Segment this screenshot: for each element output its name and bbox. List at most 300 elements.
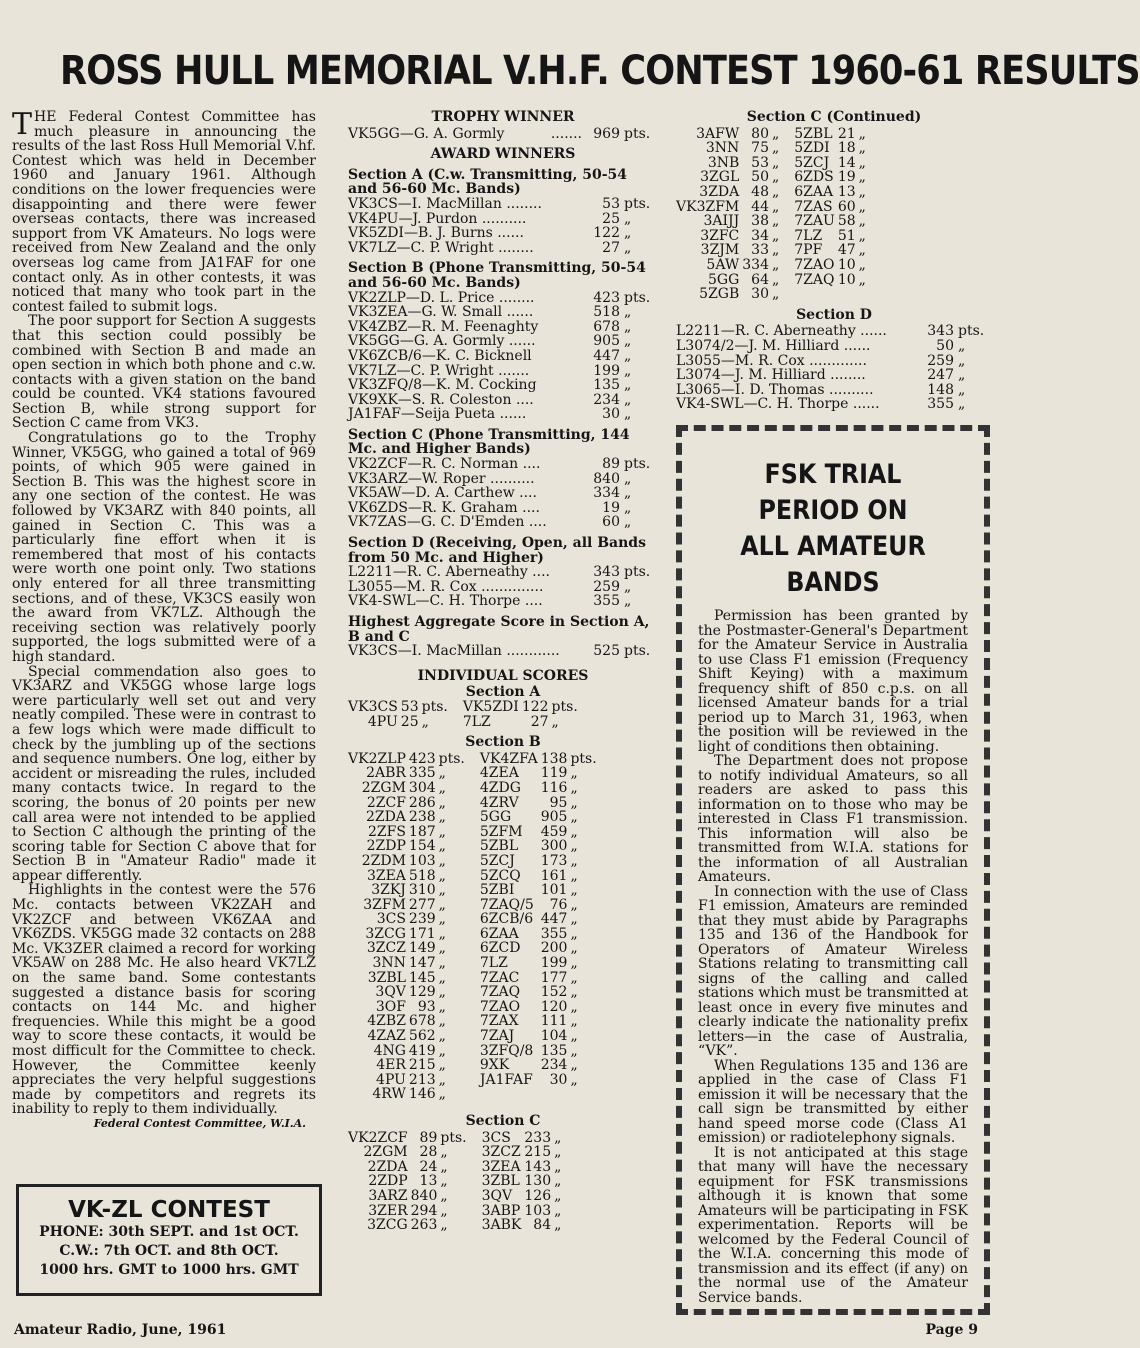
table-cell: 76 bbox=[549, 896, 568, 913]
table-cell: „ bbox=[858, 213, 866, 230]
award-section-heading: Section B (Phone Transmitting, 50-54 and 56-60 Mc. Bands) bbox=[348, 260, 646, 291]
score-row: VK7ZAS—G. C. D'Emden .... 60 „ bbox=[348, 514, 632, 531]
score-row: VK3ZFQ/8—K. M. Cocking 135 „ bbox=[348, 377, 632, 394]
table-cell: 518 bbox=[408, 867, 436, 884]
table-cell: 3ZBL bbox=[367, 969, 406, 986]
vkzl-contest-box bbox=[16, 1184, 322, 1296]
score-row: VK6ZCB/6—K. C. Bicknell 447 „ bbox=[348, 347, 632, 364]
table-cell: 4ZBZ bbox=[367, 1013, 406, 1030]
table-row bbox=[348, 1014, 600, 1029]
table-row bbox=[348, 985, 600, 1000]
table-cell: 129 bbox=[408, 984, 436, 1001]
ind-c-heading: Section C bbox=[465, 1113, 541, 1129]
table-cell: 3ZDA bbox=[699, 183, 740, 200]
table-cell: „ bbox=[438, 823, 446, 840]
award-section-heading: Section C (Phone Transmitting, 144 Mc. and Higher Bands) bbox=[348, 426, 630, 458]
table-cell: 104 bbox=[540, 1028, 568, 1045]
article-signature: Federal Contest Committee, W.I.A. bbox=[93, 1116, 306, 1130]
table-row bbox=[676, 214, 869, 229]
table-cell: 905 bbox=[540, 809, 568, 826]
table-cell: 5ZFM bbox=[479, 823, 523, 840]
table-cell: 6ZAA bbox=[794, 183, 834, 200]
table-cell: „ bbox=[438, 940, 446, 957]
table-cell: 423 bbox=[408, 750, 436, 767]
score-row: VK4-SWL—C. H. Thorpe .... 355 „ bbox=[348, 593, 632, 610]
table-cell: „ bbox=[554, 1144, 562, 1161]
table-row bbox=[348, 1058, 600, 1073]
score-row: VK6ZDS—R. K. Graham .... 19 „ bbox=[348, 499, 632, 516]
table-cell: 138 bbox=[540, 750, 568, 767]
table-cell: „ bbox=[570, 882, 578, 899]
table-cell: 5AW bbox=[706, 256, 740, 273]
table-cell: „ bbox=[570, 911, 578, 928]
score-row: L3074/2—J. M. Hilliard ...... 50 „ bbox=[676, 337, 966, 354]
fsk-paragraph: Permission has been granted by the Postmaster-General's Department for the Amateur Service in Australia to use Class F1 emission (Frequency Shift Keying) with a maximum frequency shift of 850 c.p.s. on all licensed Amateur bands for a trial period up to March 31, 1963, when the position will be reviewed in the light of conditions then obtaining. bbox=[698, 608, 968, 755]
table-row bbox=[348, 1189, 564, 1204]
table-cell: 101 bbox=[540, 882, 568, 899]
table-cell: 47 bbox=[837, 242, 856, 259]
table-cell: „ bbox=[438, 984, 446, 1001]
table-cell bbox=[570, 1087, 599, 1102]
table-cell: 286 bbox=[408, 794, 436, 811]
table-cell: „ bbox=[438, 955, 446, 972]
table-cell: „ bbox=[570, 1042, 578, 1059]
table-row bbox=[348, 1218, 564, 1233]
table-cell: 3QV bbox=[481, 1187, 513, 1204]
table-cell: 4ZEA bbox=[479, 765, 519, 782]
score-row: VK5ZDI—B. J. Burns ...... 122 „ bbox=[348, 225, 632, 242]
ind-c2-heading: Section C (Continued) bbox=[746, 109, 922, 125]
table-cell: „ bbox=[772, 198, 780, 215]
table-row bbox=[348, 854, 600, 869]
table-cell: 239 bbox=[408, 911, 436, 928]
table-cell: 2ZDP bbox=[368, 1173, 408, 1190]
score-row: VK2ZCF—R. C. Norman .... 89 pts. bbox=[348, 456, 651, 473]
table-cell: „ bbox=[570, 969, 578, 986]
table-cell: „ bbox=[772, 227, 780, 244]
table-cell: 30 bbox=[549, 1071, 568, 1088]
table-cell: 3CS bbox=[481, 1129, 511, 1146]
table-cell: 18 bbox=[837, 140, 856, 157]
table-cell: „ bbox=[570, 1013, 578, 1030]
table-cell: 4ZRV bbox=[479, 794, 519, 811]
table-cell: 4ZAZ bbox=[367, 1028, 406, 1045]
table-cell: 44 bbox=[751, 198, 769, 215]
table-cell: 53 bbox=[400, 698, 419, 715]
score-row: L3065—I. D. Thomas .......... 148 „ bbox=[676, 381, 966, 398]
table-cell: 80 bbox=[751, 125, 769, 142]
table-cell: 3ZEA bbox=[366, 867, 406, 884]
score-row: L3055—M. R. Cox ............. 259 „ bbox=[676, 352, 966, 369]
table-cell: 13 bbox=[419, 1173, 438, 1190]
table-cell: 6ZDS bbox=[794, 169, 834, 186]
table-cell: „ bbox=[440, 1187, 448, 1204]
table-cell: 7LZ bbox=[462, 713, 491, 730]
table-cell: 4ZDG bbox=[479, 779, 521, 796]
score-row: VK7LZ—C. P. Wright ....... 199 „ bbox=[348, 362, 632, 379]
table-cell: pts. bbox=[421, 698, 448, 715]
table-cell: 10 bbox=[837, 271, 856, 288]
table-cell: 7ZAU bbox=[794, 213, 835, 230]
table-row bbox=[348, 1145, 564, 1160]
table-cell: 200 bbox=[540, 940, 568, 957]
table-cell: 7ZAQ bbox=[479, 984, 521, 1001]
table-cell: 143 bbox=[524, 1158, 552, 1175]
table-cell: 7LZ bbox=[479, 955, 508, 972]
table-row bbox=[676, 258, 869, 273]
fsk-paragraph: When Regulations 135 and 136 are applied in the case of Class F1 emission it will be necessary that the call sign be transmitted by either hand speed morse code (Class A1 emission) or radiotelephony signals. bbox=[698, 1057, 968, 1146]
table-cell bbox=[468, 1087, 541, 1102]
table-cell: „ bbox=[858, 125, 866, 142]
score-row: L2211—R. C. Aberneathy .... 343 pts. bbox=[348, 564, 651, 581]
table-cell: 2ZDA bbox=[365, 809, 406, 826]
table-cell: 238 bbox=[408, 809, 436, 826]
table-row bbox=[676, 170, 869, 185]
table-cell: „ bbox=[570, 852, 578, 869]
table-cell: „ bbox=[858, 256, 866, 273]
ind-c-table bbox=[348, 1131, 564, 1233]
table-row bbox=[348, 1131, 564, 1146]
page-title: ROSS HULL MEMORIAL V.H.F. CONTEST 1960-61 RESULTS bbox=[60, 48, 1140, 94]
table-cell: 5GG bbox=[707, 271, 740, 288]
table-cell: „ bbox=[438, 969, 446, 986]
table-cell: VK5ZDI bbox=[462, 698, 519, 715]
table-row bbox=[348, 956, 600, 971]
table-cell: „ bbox=[858, 198, 866, 215]
table-cell: 9XK bbox=[479, 1057, 510, 1074]
table-cell: 199 bbox=[540, 955, 568, 972]
drop-cap: T bbox=[12, 107, 33, 142]
table-cell: „ bbox=[858, 227, 866, 244]
table-cell: 294 bbox=[410, 1202, 438, 1219]
table-row bbox=[676, 287, 869, 302]
table-cell: 3OF bbox=[375, 998, 406, 1015]
table-cell: 215 bbox=[524, 1144, 552, 1161]
table-cell: pts. bbox=[551, 698, 578, 715]
table-cell: 7ZAO bbox=[794, 256, 835, 273]
table-cell: 126 bbox=[524, 1187, 552, 1204]
vkzl-title: VK-ZL CONTEST bbox=[68, 1197, 270, 1223]
article-paragraph: Highlights in the contest were the 576 Mc. contacts between VK2ZAH and VK2ZCF and between VK6ZAA and VK6ZDS. VK5GG made 32 contacts on 288 Mc. VK3ZER claimed a record for working VK5AW on 288 Mc. He also heard VK7LZ on the same band. Some contestants suggested a distance basis for scoring contacts on 144 Mc. and higher frequencies. While this might be a good way to score these contacts, it would be most difficult for the Committee to check. However, the Committee keenly appreciates the very helpful suggestions made by competitors and regrets its inability to reply to them individually. bbox=[12, 882, 316, 1118]
ind-c2-table bbox=[676, 127, 869, 302]
table-cell: 4RW bbox=[372, 1086, 406, 1103]
table-cell: 562 bbox=[408, 1028, 436, 1045]
trophy-heading: TROPHY WINNER bbox=[431, 109, 575, 125]
table-row bbox=[348, 927, 600, 942]
table-row bbox=[348, 766, 600, 781]
table-cell: 177 bbox=[540, 969, 568, 986]
table-cell: 3ZEA bbox=[481, 1158, 521, 1175]
score-row: VK4-SWL—C. H. Thorpe ...... 355 „ bbox=[676, 396, 966, 413]
table-cell: 33 bbox=[751, 242, 769, 259]
table-cell: 119 bbox=[540, 765, 568, 782]
table-row bbox=[676, 127, 869, 142]
table-cell: 3ZCZ bbox=[481, 1144, 521, 1161]
vkzl-phone-dates: PHONE: 30th SEPT. and 1st OCT. bbox=[39, 1224, 299, 1240]
table-cell: „ bbox=[438, 925, 446, 942]
table-cell bbox=[541, 1087, 571, 1102]
footer-left: Amateur Radio, June, 1961 bbox=[14, 1322, 227, 1338]
award-sections bbox=[348, 168, 658, 659]
table-cell: „ bbox=[772, 271, 780, 288]
table-cell: „ bbox=[570, 823, 578, 840]
score-row: VK4ZBZ—R. M. Feenaghty 678 „ bbox=[348, 318, 632, 335]
table-cell: 14 bbox=[837, 154, 856, 171]
table-cell: 152 bbox=[540, 984, 568, 1001]
table-cell: „ bbox=[858, 183, 866, 200]
award-section-heading: Section D (Receiving, Open, all Bands from 50 Mc. and Higher) bbox=[348, 535, 646, 566]
table-cell: „ bbox=[858, 154, 866, 171]
table-cell: 840 bbox=[410, 1187, 438, 1204]
table-cell: 2ZDP bbox=[366, 838, 406, 855]
table-row bbox=[348, 883, 600, 898]
table-cell: 3NB bbox=[707, 154, 740, 171]
table-cell: „ bbox=[440, 1144, 448, 1161]
table-cell: 3ABP bbox=[481, 1202, 521, 1219]
table-cell: 146 bbox=[408, 1086, 436, 1103]
results-column-3 bbox=[676, 110, 992, 412]
table-cell: „ bbox=[858, 242, 866, 259]
table-cell bbox=[859, 287, 869, 302]
table-cell: 419 bbox=[408, 1042, 436, 1059]
table-cell: 3ZJM bbox=[700, 242, 740, 259]
table-cell: 7ZAQ/5 bbox=[479, 896, 534, 913]
score-row: JA1FAF—Seija Pueta ...... 30 „ bbox=[348, 406, 632, 423]
table-cell: 2ZGM bbox=[363, 1144, 408, 1161]
table-cell: 3AFW bbox=[696, 125, 740, 142]
table-cell: 4ER bbox=[376, 1057, 406, 1074]
table-row bbox=[348, 700, 581, 715]
table-cell: „ bbox=[570, 940, 578, 957]
table-cell: „ bbox=[570, 1057, 578, 1074]
table-cell: 3ZFC bbox=[700, 227, 740, 244]
table-cell: „ bbox=[554, 1187, 562, 1204]
article-paragraph: Special commendation also goes to VK3ARZ and VK5GG whose large logs were particularly well set out and very neatly compiled. These were in contrast to a few logs which were made difficult to check by the jumbling up of the sections and sequence numbers. One log, either by accident or misreading the rules, included many contacts twice. In regard to the scoring, the bonus of 20 points per new call area were not intended to be applied to Section C although the printing of the scoring table for Section C above that for Section B in "Amateur Radio" made it appear differently. bbox=[12, 663, 316, 884]
ind-d-heading: Section D bbox=[796, 306, 872, 323]
table-row bbox=[348, 825, 600, 840]
table-cell: 7ZAX bbox=[479, 1013, 519, 1030]
individual-heading: INDIVIDUAL SCORES bbox=[417, 667, 589, 684]
table-cell: 7ZAJ bbox=[479, 1028, 515, 1045]
table-cell: „ bbox=[570, 984, 578, 1001]
fsk-paragraph: It is not anticipated at this stage that many will have the necessary equipment for FSK transmissions although it is known that some Amateurs will be participating in FSK experimentation. Reports will be welcomed by the Federal Council of the W.I.A. concerning this mode of transmission and its effect (if any) on the normal use of the Amateur Service bands. bbox=[698, 1144, 968, 1306]
score-row: VK3ARZ—W. Roper .......... 840 „ bbox=[348, 470, 632, 487]
table-cell: 3ZFQ/8 bbox=[479, 1042, 534, 1059]
table-cell: „ bbox=[858, 169, 866, 186]
table-cell: „ bbox=[438, 779, 446, 796]
table-row bbox=[348, 752, 600, 767]
table-cell: 3QV bbox=[375, 984, 406, 1001]
table-cell: „ bbox=[772, 169, 780, 186]
table-cell: 103 bbox=[408, 852, 436, 869]
table-cell: 3NN bbox=[705, 140, 740, 157]
table-cell: 147 bbox=[408, 955, 436, 972]
table-cell: 6ZCB/6 bbox=[479, 911, 534, 928]
fsk-box bbox=[676, 425, 990, 1315]
table-cell: 2ZFS bbox=[367, 823, 406, 840]
table-cell: „ bbox=[570, 779, 578, 796]
table-cell: 5ZGB bbox=[699, 286, 740, 303]
ind-b-heading: Section B bbox=[465, 734, 541, 751]
article-paragraph: The poor support for Section A suggests that this section could possibly be combined with Section B and made an open section in which both phone and c.w. contacts with a given station on the band could be counted. VK4 stations favoured Section B, while strong support for Section C came from VK3. bbox=[12, 313, 316, 432]
table-cell: 233 bbox=[524, 1129, 552, 1146]
table-cell: „ bbox=[438, 1028, 446, 1045]
table-cell: „ bbox=[440, 1217, 448, 1234]
table-cell: 3ZCZ bbox=[366, 940, 406, 957]
table-cell: „ bbox=[772, 125, 780, 142]
table-row bbox=[348, 810, 600, 825]
table-cell: 334 bbox=[742, 256, 769, 273]
table-cell: 50 bbox=[751, 169, 769, 186]
table-cell: 5ZBL bbox=[794, 125, 833, 142]
table-cell: 7PF bbox=[794, 242, 823, 259]
table-cell: „ bbox=[440, 1158, 448, 1175]
table-cell: 263 bbox=[410, 1217, 438, 1234]
table-cell: „ bbox=[554, 1158, 562, 1175]
table-cell: „ bbox=[772, 154, 780, 171]
table-cell: 2ZCF bbox=[366, 794, 406, 811]
score-row: VK5GG—G. A. Gormly ...... 905 „ bbox=[348, 333, 632, 350]
table-row bbox=[348, 1087, 600, 1102]
award-heading: AWARD WINNERS bbox=[430, 146, 576, 163]
table-cell: 171 bbox=[408, 925, 436, 942]
score-row: VK5AW—D. A. Carthew .... 334 „ bbox=[348, 485, 632, 502]
table-cell: „ bbox=[772, 242, 780, 259]
table-cell: 6ZCD bbox=[479, 940, 521, 957]
table-cell: „ bbox=[438, 1086, 446, 1103]
table-cell: „ bbox=[570, 925, 578, 942]
table-cell: 6ZAA bbox=[479, 925, 519, 942]
table-cell: 3ZKJ bbox=[371, 882, 406, 899]
table-cell: 2ZDM bbox=[361, 852, 406, 869]
article-paragraph: Congratulations go to the Trophy Winner, VK5GG, who gained a total of 969 points, of which 905 were gained in Section B. This was the highest score in any one section of the contest. He was followed by VK3ARZ with 840 points, all gained in Section C. This was a particularly fine effort when it is remembered that most of his contacts were worth one point only. Two stations only entered for all three transmitting sections, and of these, VK3CS easily won the award from VK7LZ. Although the receiving section was relatively poorly supported, the logs submitted were of a high standard. bbox=[12, 430, 316, 665]
table-cell: 4PU bbox=[367, 713, 398, 730]
table-cell: VK2ZCF bbox=[348, 1129, 408, 1146]
table-cell: „ bbox=[570, 794, 578, 811]
table-cell: 213 bbox=[408, 1071, 436, 1088]
score-row: VK7LZ—C. P. Wright ........ 27 „ bbox=[348, 239, 632, 256]
table-cell: VK2ZLP bbox=[348, 750, 406, 767]
table-row bbox=[676, 273, 869, 288]
table-row bbox=[348, 971, 600, 986]
table-cell: 30 bbox=[751, 286, 769, 303]
page-number: Page 9 bbox=[925, 1322, 978, 1338]
table-cell: 5ZCQ bbox=[479, 867, 521, 884]
table-cell: 310 bbox=[408, 882, 436, 899]
table-cell: „ bbox=[554, 1202, 562, 1219]
trophy-row: VK5GG—G. A. Gormly ....... 969 pts. bbox=[348, 125, 651, 142]
table-cell: 64 bbox=[751, 271, 769, 288]
table-row bbox=[676, 156, 869, 171]
table-cell: 130 bbox=[524, 1173, 552, 1190]
table-cell: 19 bbox=[837, 169, 856, 186]
table-cell: pts. bbox=[438, 750, 465, 767]
score-row: VK2ZLP—D. L. Price ........ 423 pts. bbox=[348, 289, 651, 306]
table-row bbox=[676, 185, 869, 200]
table-cell: 53 bbox=[751, 154, 769, 171]
table-cell: 116 bbox=[540, 779, 568, 796]
table-cell: 7ZAS bbox=[794, 198, 833, 215]
table-cell: JA1FAF bbox=[479, 1071, 533, 1088]
table-cell: 300 bbox=[540, 838, 568, 855]
table-cell: 93 bbox=[417, 998, 436, 1015]
table-row bbox=[348, 912, 600, 927]
table-cell: „ bbox=[438, 838, 446, 855]
table-cell: 5ZBI bbox=[479, 882, 515, 899]
table-row bbox=[348, 839, 600, 854]
vkzl-time: 1000 hrs. GMT to 1000 hrs. GMT bbox=[39, 1262, 299, 1278]
table-cell: 28 bbox=[419, 1144, 438, 1161]
table-cell: „ bbox=[570, 809, 578, 826]
table-row bbox=[348, 1073, 600, 1088]
table-cell: 234 bbox=[540, 1057, 568, 1074]
table-row bbox=[348, 1204, 564, 1219]
table-cell: 3ZFM bbox=[363, 896, 406, 913]
table-cell: „ bbox=[570, 1071, 578, 1088]
table-cell: 355 bbox=[540, 925, 568, 942]
score-row: L3074—J. M. Hilliard ........ 247 „ bbox=[676, 367, 966, 384]
table-cell: 2ZGM bbox=[361, 779, 406, 796]
table-cell: 3ZBL bbox=[481, 1173, 520, 1190]
table-cell: „ bbox=[554, 1129, 562, 1146]
score-row: VK4PU—J. Purdon .......... 25 „ bbox=[348, 210, 632, 227]
table-cell: 122 bbox=[521, 698, 549, 715]
table-cell: 145 bbox=[408, 969, 436, 986]
table-cell: 25 bbox=[400, 713, 419, 730]
award-section-heading: Highest Aggregate Score in Section A, B and C bbox=[348, 614, 650, 645]
table-cell: 3CS bbox=[376, 911, 406, 928]
score-row: VK3CS—I. MacMillan ............ 525 pts. bbox=[348, 643, 651, 660]
table-cell: „ bbox=[570, 896, 578, 913]
table-row bbox=[676, 200, 869, 215]
table-cell: „ bbox=[438, 809, 446, 826]
table-cell: 2ABR bbox=[366, 765, 406, 782]
ind-b-table bbox=[348, 752, 600, 1102]
table-cell: 51 bbox=[837, 227, 856, 244]
table-cell: „ bbox=[438, 794, 446, 811]
table-cell: 10 bbox=[837, 256, 856, 273]
table-cell: 24 bbox=[419, 1158, 438, 1175]
score-row: L3055—M. R. Cox .............. 259 „ bbox=[348, 578, 632, 595]
table-cell: „ bbox=[438, 867, 446, 884]
table-cell: 173 bbox=[540, 852, 568, 869]
table-cell bbox=[838, 287, 859, 302]
table-cell: 7ZAO bbox=[479, 998, 521, 1015]
table-cell: 5ZCJ bbox=[794, 154, 830, 171]
table-cell: „ bbox=[438, 882, 446, 899]
table-cell: VK3CS bbox=[348, 698, 398, 715]
ind-a-table bbox=[348, 700, 581, 729]
fsk-paragraph: The Department does not propose to notify individual Amateurs, so all readers are asked to pass this information on to those who may be interested in Class F1 transmission. This information will also be transmitted from W.I.A. stations for the information of all Australian Amateurs. bbox=[698, 753, 968, 885]
table-cell: 103 bbox=[524, 1202, 552, 1219]
table-cell: pts. bbox=[570, 750, 597, 767]
table-cell: 7ZAQ bbox=[794, 271, 835, 288]
table-cell: 678 bbox=[408, 1013, 436, 1030]
table-cell: 120 bbox=[540, 998, 568, 1015]
table-cell: „ bbox=[438, 896, 446, 913]
table-row bbox=[348, 1160, 564, 1175]
table-cell: pts. bbox=[440, 1129, 467, 1146]
table-cell: 161 bbox=[540, 867, 568, 884]
award-section-heading: Section A (C.w. Transmitting, 50-54 and 56-60 Mc. Bands) bbox=[348, 166, 628, 198]
table-cell: 111 bbox=[540, 1013, 568, 1030]
table-row bbox=[348, 715, 581, 730]
table-cell: 3ZER bbox=[368, 1202, 408, 1219]
table-cell: „ bbox=[438, 1071, 446, 1088]
table-cell: 3ZCG bbox=[365, 925, 406, 942]
fsk-paragraph: In connection with the use of Class F1 emission, Amateurs are reminded that they must abide by Paragraphs 135 and 136 of the Handbook for Operators of Amateur Wireless Stations relating to transmitting call signs of the calling and called stations which must be transmitted at least once in every five minutes and clearly indicate the nationality prefix letters—in the case of Australia, “VK”. bbox=[698, 883, 968, 1059]
table-cell: 5ZCJ bbox=[479, 852, 515, 869]
